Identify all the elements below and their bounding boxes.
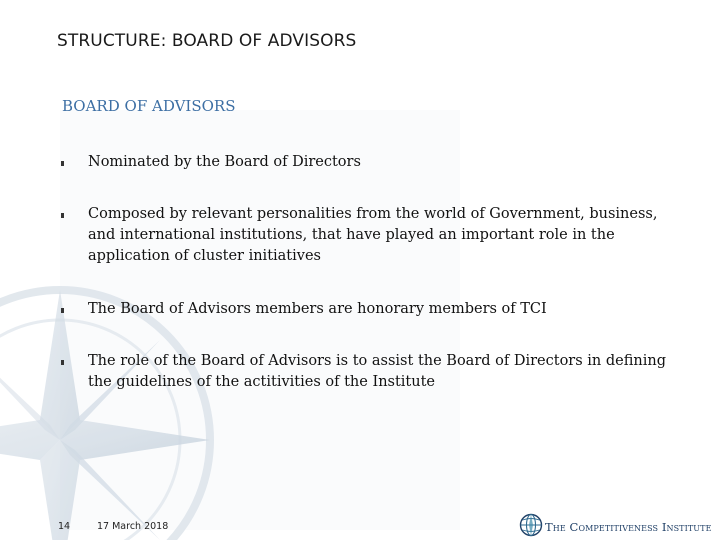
page-number: 14 bbox=[58, 521, 71, 532]
slide-title: STRUCTURE: BOARD OF ADVISORS bbox=[57, 31, 357, 51]
footer-logo bbox=[519, 513, 719, 539]
bullet-marker bbox=[61, 213, 64, 218]
bullet-marker bbox=[61, 161, 64, 166]
bullet-marker bbox=[61, 360, 64, 365]
bullet-text: Nominated by the Board of Directors bbox=[88, 154, 361, 170]
bullet-text: The role of the Board of Advisors is to assist the Board of Directors in defining the guidelines of the actitivities of the Institute bbox=[88, 353, 667, 390]
bullet-text: The Board of Advisors members are honorary members of TCI bbox=[88, 301, 547, 317]
bullet-marker bbox=[61, 308, 64, 313]
footer-date: 17 March 2018 bbox=[97, 521, 169, 532]
bullet-text: Composed by relevant personalities from the world of Government, business, and international institutions, that have played an important role in the application of cluster initiatives bbox=[88, 206, 658, 264]
section-heading: BOARD OF ADVISORS bbox=[62, 97, 236, 115]
logo-text: The Competitiveness Institute bbox=[545, 520, 712, 534]
globe-logo-icon bbox=[519, 513, 543, 537]
